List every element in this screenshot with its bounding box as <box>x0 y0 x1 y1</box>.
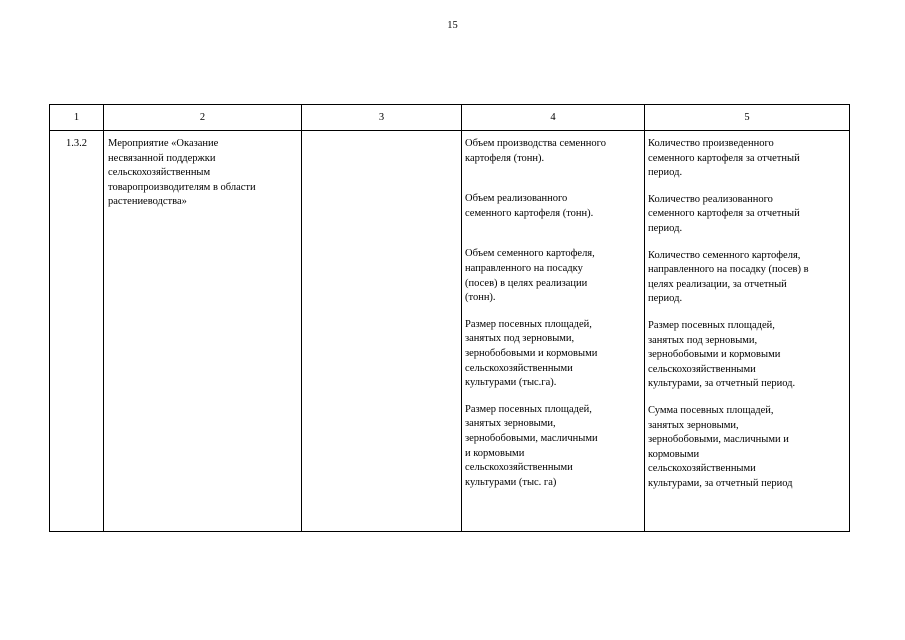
column-header-5: 5 <box>645 105 850 131</box>
description-entry <box>648 137 846 181</box>
indicator-entry <box>465 318 641 391</box>
indicator-line: Объем реализованного <box>465 193 568 205</box>
row-number: 1.3.2 <box>50 131 104 532</box>
column-header-4: 4 <box>462 105 645 131</box>
table-row <box>50 131 850 532</box>
description-line: период. <box>648 222 683 234</box>
description-line: Количество произведенного <box>648 138 774 149</box>
indicator-line: культурами (тыс.га). <box>465 377 557 389</box>
indicator-line: (посев) в целях реализации <box>465 277 588 289</box>
description-line: сельскохозяйственными <box>648 363 756 375</box>
description-entry <box>648 404 846 492</box>
description-line: кормовыми <box>648 448 700 460</box>
indicator-line: сельскохозяйственными <box>465 362 573 374</box>
description-line: Количество реализованного <box>648 193 773 205</box>
indicator-line: зернобобовыми, масличными <box>465 432 598 444</box>
description-line: Размер посевных площадей, <box>648 319 775 331</box>
description-line: целях реализации, за отчетный <box>648 278 787 290</box>
indicator-line: занятых под зерновыми, <box>465 333 575 345</box>
description-line: семенного картофеля за отчетный <box>648 152 800 164</box>
column-header-2: 2 <box>104 105 302 131</box>
description-line: занятых под зерновыми, <box>648 334 758 346</box>
description-entry <box>648 193 846 237</box>
description-line: направленного на посадку (посев) в <box>648 264 809 276</box>
indicator-entry <box>465 192 641 221</box>
indicator-line: картофеля (тонн). <box>465 152 545 164</box>
description-line: культурами, за отчетный период. <box>648 378 796 390</box>
indicator-entry <box>465 247 641 305</box>
indicator-line: Размер посевных площадей, <box>465 318 592 330</box>
indicator-entry <box>465 137 641 166</box>
indicator-line: Объем семенного картофеля, <box>465 248 595 260</box>
event-name-line: товаропроизводителям в области <box>108 181 256 193</box>
description-line: период. <box>648 167 683 179</box>
description-line: культурами, за отчетный период <box>648 477 793 489</box>
indicator-line: занятых зерновыми, <box>465 418 556 430</box>
indicator-line: семенного картофеля (тонн). <box>465 207 594 219</box>
indicator-line: зернобобовыми и кормовыми <box>465 347 598 359</box>
indicator-line: и кормовыми <box>465 447 525 459</box>
indicator-descriptions-cell <box>645 131 850 532</box>
event-name-line: Мероприятие «Оказание <box>108 138 219 149</box>
event-name-line: сельскохозяйственным <box>108 167 211 179</box>
description-line: семенного картофеля за отчетный <box>648 208 800 220</box>
indicator-line: (тонн). <box>465 292 496 304</box>
description-line: сельскохозяйственными <box>648 463 756 475</box>
description-line: Сумма посевных площадей, <box>648 404 774 416</box>
indicator-line: культурами (тыс. га) <box>465 476 557 488</box>
column-header-3: 3 <box>302 105 462 131</box>
event-name-cell <box>104 131 302 532</box>
indicator-line: Объем производства семенного <box>465 138 606 149</box>
description-entry <box>648 319 846 392</box>
indicator-line: направленного на посадку <box>465 262 583 274</box>
indicator-line: сельскохозяйственными <box>465 462 573 474</box>
description-line: зернобобовыми и кормовыми <box>648 349 781 361</box>
indicator-entry <box>465 403 641 491</box>
description-line: зернобобовыми, масличными и <box>648 434 789 446</box>
table-header-row <box>50 105 850 131</box>
description-line: период. <box>648 293 683 305</box>
event-name <box>104 131 301 210</box>
indicator-table <box>49 104 850 532</box>
event-name-line: несвязанной поддержки <box>108 152 216 164</box>
description-line: занятых зерновыми, <box>648 419 739 431</box>
indicator-names-cell <box>462 131 645 532</box>
page-number: 15 <box>447 20 458 31</box>
event-name-line: растениеводства» <box>108 196 187 208</box>
description-entry <box>648 249 846 307</box>
column-header-1: 1 <box>50 105 104 131</box>
column-3-cell <box>302 131 462 532</box>
description-line: Количество семенного картофеля, <box>648 249 801 261</box>
indicator-line: Размер посевных площадей, <box>465 403 592 415</box>
